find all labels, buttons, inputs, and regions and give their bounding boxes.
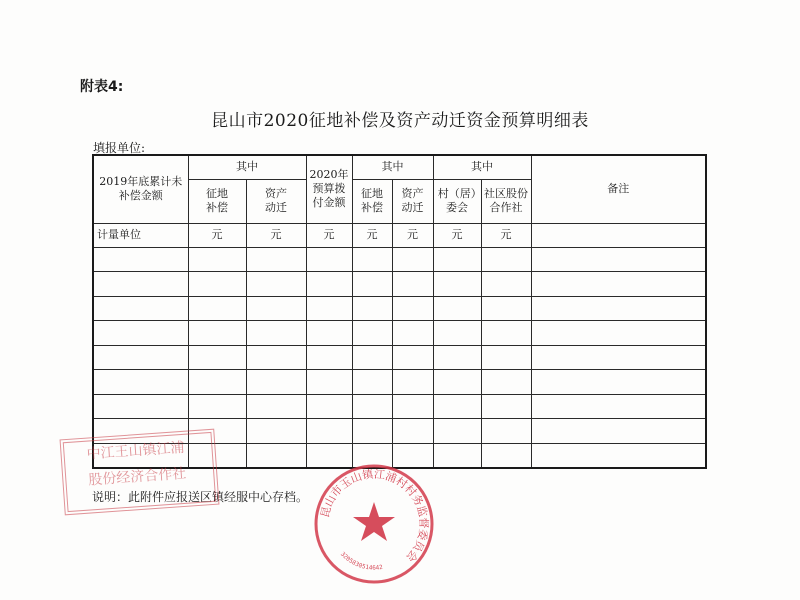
- empty-table-row: [93, 394, 706, 419]
- empty-table-cell: [481, 419, 531, 444]
- empty-table-cell: [306, 370, 352, 395]
- header-g2-asset-relocation: 资产动迁: [392, 179, 433, 223]
- empty-table-cell: [188, 370, 246, 395]
- empty-table-cell: [246, 321, 306, 346]
- header-g3-village-committee: 村（居）委会: [433, 179, 481, 223]
- empty-table-cell: [93, 345, 188, 370]
- empty-table-cell: [531, 321, 706, 346]
- stamp-text-line: 股份经济合作社: [87, 465, 187, 489]
- budget-table: [92, 154, 707, 469]
- seal-ring-text: 昆山市玉山镇江浦村村务监督委员会: [318, 467, 431, 565]
- empty-table-cell: [433, 272, 481, 297]
- unit-cell: 元: [188, 223, 246, 247]
- empty-table-cell: [352, 247, 392, 272]
- unit-cell: [531, 223, 706, 247]
- empty-table-cell: [352, 370, 392, 395]
- empty-table-cell: [481, 394, 531, 419]
- empty-table-cell: [93, 247, 188, 272]
- header-remark: 备注: [531, 155, 706, 223]
- empty-table-cell: [433, 296, 481, 321]
- empty-table-cell: [531, 272, 706, 297]
- unit-cell: 元: [433, 223, 481, 247]
- rectangular-stamp: [60, 429, 220, 516]
- empty-table-cell: [531, 443, 706, 468]
- footnote: 说明：此附件应报送区镇经服中心存档。: [92, 490, 309, 504]
- empty-table-cell: [433, 247, 481, 272]
- empty-table-row: [93, 321, 706, 346]
- empty-table-cell: [392, 370, 433, 395]
- empty-table-cell: [392, 321, 433, 346]
- empty-table-cell: [352, 272, 392, 297]
- empty-table-cell: [93, 296, 188, 321]
- unit-row-label: 计量单位: [93, 223, 188, 247]
- empty-table-cell: [392, 272, 433, 297]
- empty-table-cell: [188, 272, 246, 297]
- empty-table-cell: [531, 419, 706, 444]
- header-g3-shareholding-coop: 社区股份合作社: [481, 179, 531, 223]
- header-group1-of-which: 其中: [188, 155, 306, 179]
- unit-cell: 元: [481, 223, 531, 247]
- empty-table-cell: [306, 296, 352, 321]
- empty-table-cell: [392, 247, 433, 272]
- unit-cell: 元: [306, 223, 352, 247]
- empty-table-cell: [352, 296, 392, 321]
- header-group2-of-which: 其中: [352, 155, 433, 179]
- header-group3-of-which: 其中: [433, 155, 531, 179]
- empty-table-cell: [306, 247, 352, 272]
- empty-table-cell: [306, 345, 352, 370]
- empty-table-cell: [188, 247, 246, 272]
- empty-table-cell: [531, 345, 706, 370]
- empty-table-cell: [433, 345, 481, 370]
- header-g2-land-compensation: 征地补偿: [352, 179, 392, 223]
- empty-table-cell: [246, 394, 306, 419]
- empty-table-cell: [481, 296, 531, 321]
- empty-table-cell: [481, 321, 531, 346]
- unit-cell: 元: [352, 223, 392, 247]
- empty-table-cell: [392, 296, 433, 321]
- empty-table-cell: [246, 370, 306, 395]
- empty-table-cell: [392, 394, 433, 419]
- empty-table-cell: [481, 443, 531, 468]
- round-official-seal: [312, 462, 436, 586]
- empty-table-cell: [433, 419, 481, 444]
- empty-table-cell: [352, 321, 392, 346]
- empty-table-cell: [93, 394, 188, 419]
- header-2020-budget: 2020年预算拨付金额: [306, 155, 352, 223]
- empty-table-cell: [531, 247, 706, 272]
- empty-table-row: [93, 370, 706, 395]
- empty-table-cell: [188, 394, 246, 419]
- empty-table-cell: [531, 370, 706, 395]
- empty-table-cell: [531, 394, 706, 419]
- unit-row: [93, 223, 706, 247]
- empty-table-cell: [246, 272, 306, 297]
- empty-table-cell: [531, 296, 706, 321]
- empty-table-cell: [246, 443, 306, 468]
- empty-table-cell: [246, 296, 306, 321]
- empty-table-cell: [246, 247, 306, 272]
- empty-table-row: [93, 296, 706, 321]
- empty-table-cell: [352, 394, 392, 419]
- empty-table-cell: [433, 321, 481, 346]
- empty-table-cell: [188, 296, 246, 321]
- empty-table-cell: [352, 345, 392, 370]
- empty-table-row: [93, 345, 706, 370]
- empty-table-cell: [481, 370, 531, 395]
- unit-cell: 元: [392, 223, 433, 247]
- empty-table-cell: [392, 345, 433, 370]
- appendix-label: 附表4:: [80, 79, 124, 95]
- header-g1-asset-relocation: 资产动迁: [246, 179, 306, 223]
- unit-cell: 元: [246, 223, 306, 247]
- empty-table-row: [93, 272, 706, 297]
- empty-table-cell: [433, 394, 481, 419]
- document-title: 昆山市2020征地补偿及资产动迁资金预算明细表: [211, 111, 589, 131]
- empty-table-cell: [246, 345, 306, 370]
- empty-table-cell: [306, 394, 352, 419]
- empty-table-cell: [306, 321, 352, 346]
- empty-table-cell: [392, 419, 433, 444]
- empty-table-cell: [93, 272, 188, 297]
- seal-number: 3205830514642: [338, 550, 384, 572]
- empty-table-cell: [481, 272, 531, 297]
- empty-table-cell: [306, 419, 352, 444]
- empty-table-cell: [433, 443, 481, 468]
- filler-unit-label: 填报单位:: [93, 141, 146, 155]
- empty-table-cell: [93, 321, 188, 346]
- empty-table-cell: [188, 321, 246, 346]
- empty-table-cell: [188, 345, 246, 370]
- empty-table-row: [93, 247, 706, 272]
- empty-table-cell: [352, 419, 392, 444]
- empty-table-cell: [306, 272, 352, 297]
- seal-star-icon: [353, 502, 395, 541]
- empty-table-cell: [481, 345, 531, 370]
- header-cumulative-uncompensated: 2019年底累计未补偿金额: [93, 155, 188, 223]
- empty-table-cell: [246, 419, 306, 444]
- empty-table-cell: [433, 370, 481, 395]
- stamp-text-line: 中江王山镇江浦: [86, 439, 185, 463]
- header-g1-land-compensation: 征地补偿: [188, 179, 246, 223]
- empty-table-cell: [481, 247, 531, 272]
- empty-table-cell: [93, 370, 188, 395]
